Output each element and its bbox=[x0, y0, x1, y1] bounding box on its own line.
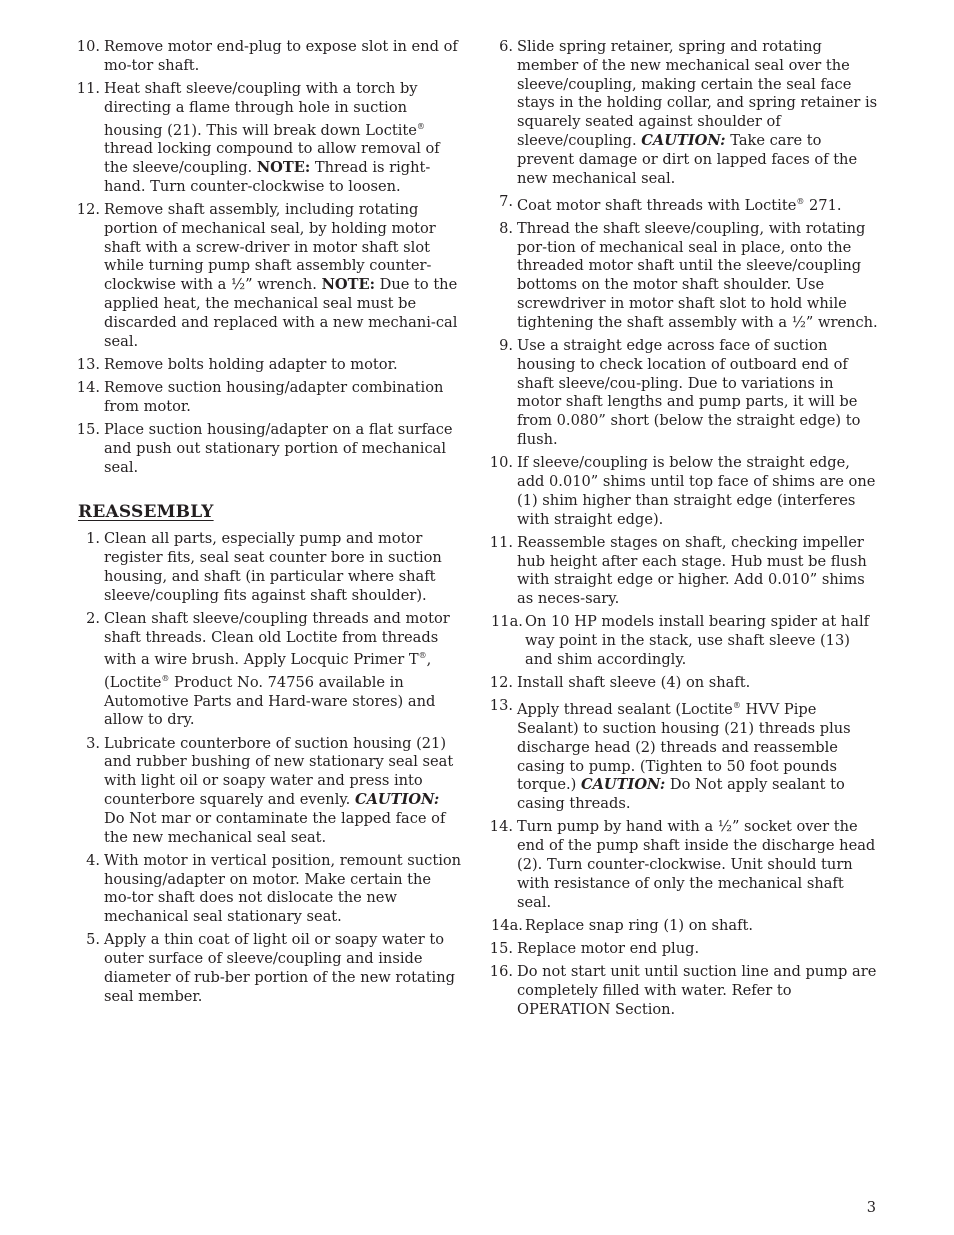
list-item bbox=[487, 940, 879, 959]
step-text: Remove motor end-plug to expose slot in end of mo-tor shaft. bbox=[104, 38, 458, 74]
step-number: 13. bbox=[76, 355, 100, 373]
step-number: 15. bbox=[489, 939, 513, 957]
list-item bbox=[74, 530, 462, 605]
step-number: 14. bbox=[76, 378, 100, 396]
list-item bbox=[74, 379, 462, 417]
step-number: 12. bbox=[76, 201, 100, 219]
right-column bbox=[487, 38, 879, 1024]
step-number: 2. bbox=[86, 609, 100, 627]
step-number: 11. bbox=[489, 533, 513, 551]
step-text: Apply a thin coat of light oil or soapy water to outer surface of sleeve/coupling and inside diameter of rub-ber portion of the new rotating seal member. bbox=[104, 931, 455, 1005]
step-number: 14. bbox=[489, 818, 513, 836]
step-text: If sleeve/coupling is below the straight edge, add 0.010” shims until top face of shims are one (1) shim higher than straight edge (interferes with straight edge). bbox=[517, 454, 876, 528]
step-number: 3. bbox=[86, 734, 100, 752]
list-item bbox=[74, 421, 462, 477]
step-text: Turn pump by hand with a ½” socket over the end of the pump shaft inside the discharge head (2). Turn counter-clockwise. Unit should turn with resistance of only the mechanical shaft seal. bbox=[517, 818, 876, 911]
list-item bbox=[487, 613, 879, 669]
step-number: 12. bbox=[489, 674, 513, 692]
step-text: Slide spring retainer, spring and rotating member of the new mechanical seal over the sleeve/coupling, making certain the seal face stays in the holding collar, and spring retainer is squarely seated against shoulder of sleeve/coupling. CAUTION: Take care to prevent damage or dirt on lapped faces of the new mechanical seal. bbox=[517, 38, 878, 187]
step-text: Clean shaft sleeve/coupling threads and motor shaft threads. Clean old Loctite from threads with a wire brush. Apply Locquic Primer T®, (Loctite® Product No. 74756 available in Automotive Parts and Hard-ware stores) and allow to dry. bbox=[104, 609, 450, 729]
list-item bbox=[487, 697, 879, 814]
step-number: 15. bbox=[76, 420, 100, 438]
step-text: Coat motor shaft threads with Loctite® 271. bbox=[517, 196, 842, 214]
step-text: Place suction housing/adapter on a flat surface and push out stationary portion of mechanical seal. bbox=[104, 420, 453, 476]
list-item bbox=[487, 963, 879, 1019]
step-number: 8. bbox=[499, 219, 513, 237]
list-item bbox=[487, 454, 879, 529]
step-number: 5. bbox=[86, 931, 100, 949]
step-text: Clean all parts, especially pump and motor register fits, seal seat counter bore in suction housing, and shaft (in particular where shaft sleeve/coupling fits against shaft shoulder). bbox=[104, 530, 442, 604]
list-item bbox=[487, 917, 879, 936]
disassembly-steps-list bbox=[74, 38, 462, 477]
step-number: 11. bbox=[76, 79, 100, 97]
step-text: Do not start unit until suction line and pump are completely filled with water. Refer to OPERATION Section. bbox=[517, 963, 877, 1018]
list-item bbox=[74, 201, 462, 351]
step-number: 10. bbox=[489, 454, 513, 472]
reassembly-heading: REASSEMBLY bbox=[78, 502, 214, 523]
step-number: 16. bbox=[489, 963, 513, 981]
step-text: Remove bolts holding adapter to motor. bbox=[104, 355, 398, 373]
list-item bbox=[487, 818, 879, 912]
step-text: On 10 HP models install bearing spider at half way point in the stack, use shaft sleeve (13) and shim accordingly. bbox=[525, 613, 870, 668]
step-number: 7. bbox=[499, 192, 513, 210]
step-text: Heat shaft sleeve/coupling with a torch by directing a flame through hole in suction housing (21). This will break down Loctite® thread locking compound to allow removal of the sleeve/coupling. NOTE: Thread is right-hand. Turn counter-clockwise to loosen. bbox=[104, 79, 440, 195]
step-number: 13. bbox=[489, 697, 513, 715]
step-text: Lubricate counterbore of suction housing (21) and rubber bushing of new stationary seal seat with light oil or soapy water and press into counterbore squarely and evenly. CAUTION: Do Not mar or contaminate the lapped face of the new mechanical seal seat. bbox=[104, 734, 454, 846]
list-item bbox=[487, 674, 879, 693]
step-text: Replace snap ring (1) on shaft. bbox=[525, 916, 754, 934]
step-text: Remove shaft assembly, including rotating portion of mechanical seal, by holding motor shaft with a screw-driver in motor shaft slot while turning pump shaft assembly counter-clockwise with a ½” wrench. NOTE: Due to the applied heat, the mechanical seal must be discarded and replaced with a new mechani-cal seal. bbox=[104, 201, 458, 350]
step-number: 14a. bbox=[491, 916, 523, 934]
list-item bbox=[487, 220, 879, 333]
step-text: Apply thread sealant (Loctite® HVV Pipe Sealant) to suction housing (21) threads plus discharge head (2) threads and reassemble casing to pump. (Tighten to 50 foot pounds torque.) CAUTION: Do Not apply sealant to casing threads. bbox=[517, 701, 851, 813]
step-number: 6. bbox=[499, 38, 513, 55]
step-number: 9. bbox=[499, 336, 513, 354]
list-item bbox=[487, 337, 879, 450]
step-text: Install shaft sleeve (4) on shaft. bbox=[517, 674, 751, 692]
list-item bbox=[74, 735, 462, 848]
step-text: Reassemble stages on shaft, checking impeller hub height after each stage. Hub must be flush with straight edge or higher. Add 0.010” shims as neces-sary. bbox=[517, 533, 867, 608]
step-text: Thread the shaft sleeve/coupling, with rotating por-tion of mechanical seal in place, onto the threaded motor shaft until the sleeve/coupling bottoms on the motor shaft shoulder. Use screwdriver in motor shaft slot to hold while tightening the shaft assembly with a ½” wrench. bbox=[517, 219, 878, 331]
step-text: Use a straight edge across face of suction housing to check location of outboard end of shaft sleeve/cou-pling. Due to variations in motor shaft lengths and pump parts, it will be from 0.080” short (below the straight edge) to flush. bbox=[517, 336, 861, 448]
page-number: 3 bbox=[866, 1199, 876, 1216]
list-item bbox=[74, 356, 462, 375]
step-number: 11a. bbox=[491, 613, 523, 631]
list-item bbox=[487, 193, 879, 216]
step-text: With motor in vertical position, remount suction housing/adapter on motor. Make certain the mo-tor shaft does not dislocate the new mechanical seal stationary seat. bbox=[104, 851, 462, 926]
reassembly-steps-list-continued bbox=[487, 38, 879, 1019]
left-column bbox=[74, 38, 462, 1011]
step-number: 10. bbox=[76, 38, 100, 55]
step-number: 4. bbox=[86, 851, 100, 869]
step-text: Remove suction housing/adapter combination from motor. bbox=[104, 378, 444, 415]
reassembly-steps-list bbox=[74, 530, 462, 1006]
list-item bbox=[74, 610, 462, 731]
step-number: 1. bbox=[86, 530, 100, 548]
list-item bbox=[74, 80, 462, 197]
list-item bbox=[74, 931, 462, 1006]
list-item bbox=[74, 38, 462, 76]
step-text: Replace motor end plug. bbox=[517, 939, 700, 957]
list-item bbox=[487, 38, 879, 188]
list-item bbox=[487, 534, 879, 609]
list-item bbox=[74, 852, 462, 927]
